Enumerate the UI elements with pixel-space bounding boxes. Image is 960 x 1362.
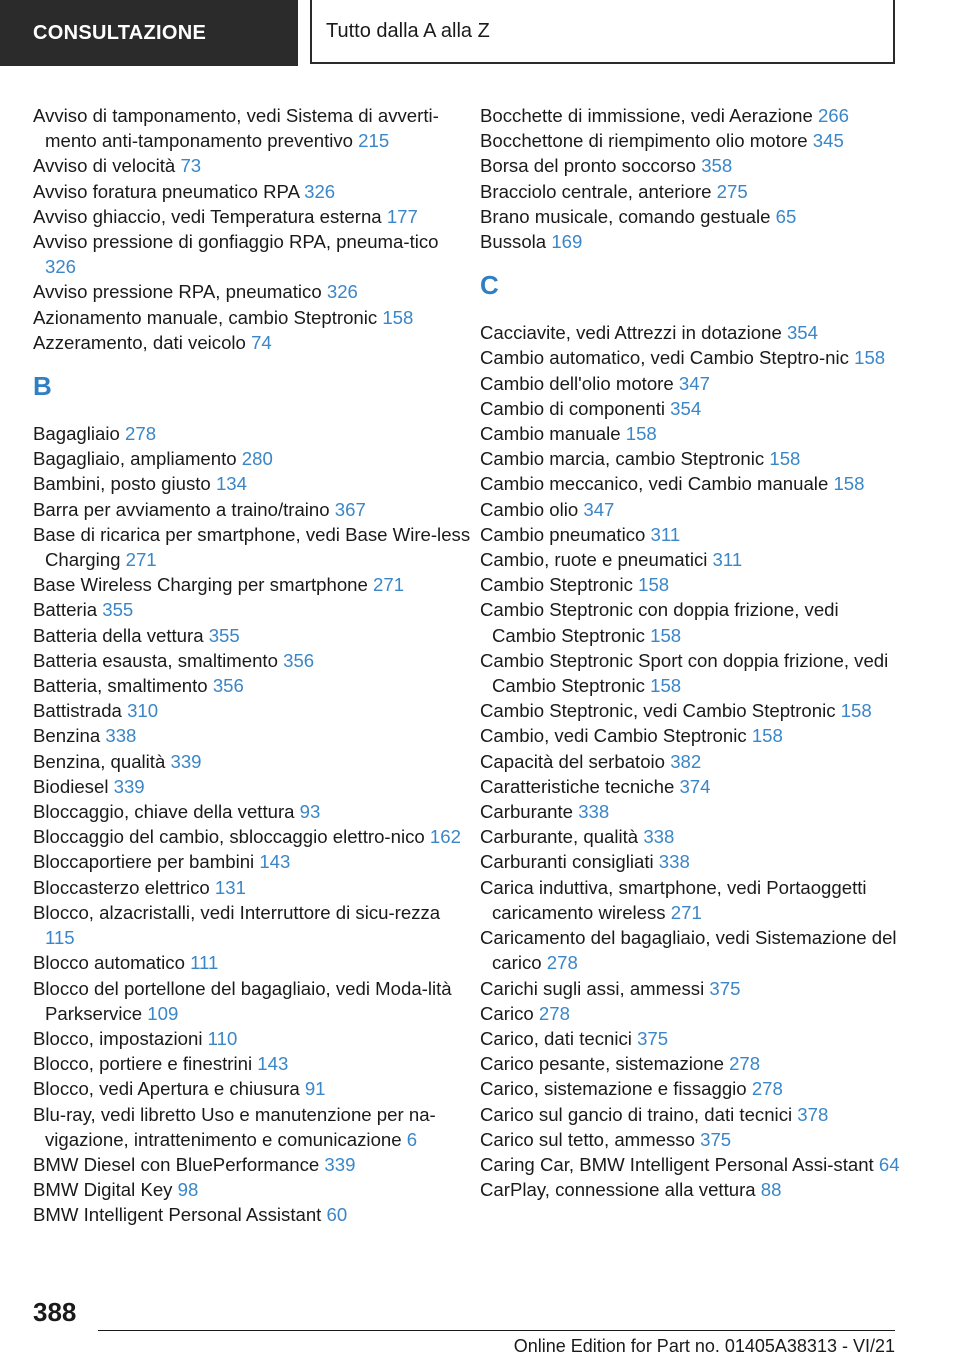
index-entry [480,446,900,471]
index-page-link[interactable]: 375 [700,1128,732,1150]
index-entry-text: Cambio di componenti [480,397,671,419]
index-page-link[interactable]: 338 [643,826,675,848]
index-entry [33,103,473,153]
index-entry-text: Cambio marcia, cambio Steptronic [480,448,770,470]
index-entry-text: Carico, dati tecnici [480,1027,638,1049]
index-entry-text: Cambio dell'olio motore [480,372,679,394]
index-entry [33,749,473,774]
index-entry [33,1076,473,1101]
index-entry [480,1177,900,1202]
index-entry [33,875,473,900]
index-page-link[interactable]: 374 [679,775,711,797]
index-entry-text: Bloccaggio, chiave della vettura [33,801,300,823]
index-page-link[interactable]: 311 [650,523,681,545]
index-entry-text: Carburante [480,801,579,823]
index-entry-text: Bocchettone di riempimento olio motore [480,130,813,152]
index-page-link[interactable]: 326 [45,256,77,278]
index-page-link[interactable]: 65 [775,205,797,227]
index-entry-text: Caricamento del bagagliaio, vedi Sistemazione del carico [480,927,897,974]
index-entry-text: Carico sul tetto, ammesso [480,1128,701,1150]
index-entry-text: Caring Car, BMW Intelligent Personal Assi‐stant [480,1153,879,1175]
index-entry-text: Blocco, impostazioni [33,1027,208,1049]
index-entry [33,1051,473,1076]
index-page-link[interactable]: 345 [812,130,844,152]
index-entry [33,900,473,950]
index-entry [33,1152,473,1177]
index-entry [33,648,473,673]
index-entry-text: Borsa del pronto soccorso [480,155,702,177]
index-entry [480,824,900,849]
index-entry-text: Biodiesel [33,775,114,797]
index-entry [480,421,900,446]
index-page-link[interactable]: 158 [638,574,670,596]
index-page-link[interactable]: 134 [215,473,247,495]
index-entry [480,1152,900,1177]
index-page-link[interactable]: 356 [283,649,315,671]
index-entry [480,698,900,723]
index-entry-text: Avviso di velocità [33,155,181,177]
index-letter-heading: C [480,270,499,301]
index-entry-text: Carburanti consigliati [480,851,659,873]
index-entry [480,976,900,1001]
index-page-link[interactable]: 158 [751,725,783,747]
index-page-link[interactable]: 109 [147,1002,179,1024]
index-entry-text: Caratteristiche tecniche [480,775,680,797]
index-page-link[interactable]: 162 [429,826,461,848]
index-page-link[interactable]: 98 [177,1179,199,1201]
index-entry [480,849,900,874]
index-entry [480,1001,900,1026]
index-page-link[interactable]: 215 [358,130,390,152]
index-entry-text: CarPlay, connessione alla vettura [480,1179,761,1201]
index-entry-text: Capacità del serbatoio [480,750,671,772]
index-entry [33,698,473,723]
index-entry-text: Cacciavite, vedi Attrezzi in dotazione [480,322,787,344]
index-page-link[interactable]: 115 [45,927,75,949]
index-entry [33,799,473,824]
index-entry [33,1202,473,1227]
index-page-link[interactable]: 339 [324,1153,356,1175]
index-entry-text: Azzeramento, dati veicolo [33,331,252,353]
index-page-link[interactable]: 271 [125,549,157,571]
index-entry-text: Avviso ghiaccio, vedi Temperatura esterna [33,205,387,227]
index-page-link[interactable]: 280 [241,448,273,470]
index-entry [480,1076,900,1101]
index-page-link[interactable]: 367 [334,498,366,520]
index-entry-text: Cambio Steptronic con doppia frizione, vedi Cambio Steptronic [480,599,839,646]
index-entry-text: Batteria, smaltimento [33,675,213,697]
index-entry [33,421,473,446]
index-entry-text: Bocchette di immissione, vedi Aerazione [480,105,818,126]
index-page-link[interactable]: 74 [251,331,272,353]
index-entry-text: BMW Diesel con BluePerformance [33,1153,325,1175]
index-page-link[interactable]: 158 [854,347,886,369]
index-page-link[interactable]: 355 [208,624,240,646]
index-entry-text: Cambio automatico, vedi Cambio Steptro‐nic [480,347,855,369]
index-entry-text: Bambini, posto giusto [33,473,216,495]
index-page-link[interactable]: 354 [786,322,818,344]
index-entry-text: Cambio Steptronic [480,574,639,596]
index-entry [480,471,900,496]
index-entry-text: Blu-ray, vedi libretto Uso e manutenzione per na‐vigazione, intrattenimento e comunicazione [33,1103,436,1150]
index-entry-text: Cambio Steptronic, vedi Cambio Steptronic [480,700,841,722]
index-entry [33,305,473,330]
index-page-link[interactable]: 91 [304,1078,326,1100]
index-entry [480,371,900,396]
index-entry-text: Benzina, qualità [33,750,171,772]
index-page-link[interactable]: 278 [751,1078,783,1100]
index-entry-text: Blocco, portiere e finestrini [33,1053,258,1075]
index-page-link[interactable]: 271 [373,574,405,596]
index-page-link[interactable]: 158 [650,675,682,697]
index-entry-text: Bloccaportiere per bambini [33,851,260,873]
index-entry [480,774,900,799]
index-entry [480,1026,900,1051]
index-entry-text: Bracciolo centrale, anteriore [480,180,717,202]
index-page-link[interactable]: 266 [817,105,849,126]
index-entry-text: BMW Intelligent Personal Assistant [33,1204,327,1226]
index-entry-text: Carica induttiva, smartphone, vedi Portaoggetti caricamento wireless [480,876,867,923]
index-entry [33,229,473,279]
index-entry-text: Carico pesante, sistemazione [480,1053,730,1075]
index-entry-text: Base Wireless Charging per smartphone [33,574,374,596]
index-page-link[interactable]: 278 [546,952,578,974]
index-entry [33,330,473,355]
index-page-link[interactable]: 338 [658,851,690,873]
index-entry [480,522,900,547]
index-page-link[interactable]: 158 [840,700,872,722]
index-entry [480,103,900,128]
index-entry-text: Carico [480,1002,539,1024]
index-entry [33,623,473,648]
index-page-link[interactable]: 354 [670,397,702,419]
index-entry [480,1102,900,1127]
index-entry [33,204,473,229]
index-entry-text: Base di ricarica per smartphone, vedi Base Wire‐less Charging [33,523,471,571]
index-entry [480,799,900,824]
index-page-link[interactable]: 339 [170,750,202,772]
index-entry [33,179,473,204]
index-entry-text: Carburante, qualità [480,826,644,848]
index-entry [33,522,473,572]
index-entry-text: Cambio manuale [480,423,626,445]
index-entry [480,1127,900,1152]
index-entry [480,396,900,421]
index-entry-text: Battistrada [33,700,128,722]
index-entry-text: Blocco, vedi Apertura e chiusura [33,1078,305,1100]
index-page-link[interactable]: 355 [102,599,134,621]
index-page-link[interactable]: 375 [637,1027,669,1049]
index-page-link[interactable]: 338 [578,801,610,823]
index-letter-heading: B [33,371,52,402]
index-entry [33,950,473,975]
index-page-link[interactable]: 60 [326,1204,348,1226]
index-entry [480,179,900,204]
index-page-link[interactable]: 347 [678,372,710,394]
index-page-link[interactable]: 358 [701,155,733,177]
index-entry [33,723,473,748]
index-entry [33,572,473,597]
index-page-link[interactable]: 278 [538,1002,570,1024]
index-entry [33,774,473,799]
index-entry-text: Cambio, ruote e pneumatici [480,549,713,571]
index-page-link[interactable]: 326 [326,281,358,303]
index-page-link[interactable]: 143 [257,1053,289,1075]
index-entry [480,925,900,975]
index-page-link[interactable]: 143 [259,851,291,873]
index-page-link[interactable]: 158 [625,423,657,445]
index-entry [33,673,473,698]
index-page-link[interactable]: 158 [650,624,682,646]
index-page-link[interactable]: 278 [729,1053,761,1075]
index-entry-text: Batteria della vettura [33,624,209,646]
index-entry-text: Carico, sistemazione e fissaggio [480,1078,752,1100]
index-entry-text: Bloccaggio del cambio, sbloccaggio elettro‐nico [33,826,430,848]
index-page-link[interactable]: 93 [299,801,321,823]
index-page-link[interactable]: 131 [214,876,246,898]
index-entry-text: Benzina [33,725,106,747]
index-entry-text: Cambio, vedi Cambio Steptronic [480,725,752,747]
page-number: 388 [33,1297,77,1327]
index-page-link[interactable]: 110 [207,1027,238,1049]
index-entry [480,204,900,229]
footer-divider [98,1330,895,1331]
index-page-link[interactable]: 271 [670,901,702,923]
index-entry-text: Avviso foratura pneumatico RPA [33,180,305,202]
index-page-link[interactable]: 378 [797,1103,829,1125]
index-entry-text: Cambio olio [480,498,584,520]
chapter-title: Tutto dalla A alla Z [310,0,895,64]
index-entry [33,849,473,874]
index-entry-text: Barra per avviamento a traino/traino [33,498,335,520]
index-page-link[interactable]: 382 [670,750,702,772]
index-entry-text: Azionamento manuale, cambio Steptronic [33,306,383,328]
section-tab: CONSULTAZIONE [0,0,298,66]
index-page-link[interactable]: 375 [709,977,741,999]
index-entry-text: Brano musicale, comando gestuale [480,205,776,227]
footer-edition: Online Edition for Part no. 01405A38313 - VI/21 [513,1336,895,1356]
index-entry [480,648,900,698]
index-entry [33,1102,473,1152]
index-page-link[interactable]: 356 [212,675,244,697]
index-entry-text: Avviso di tamponamento, vedi Sistema di avverti‐mento anti‐tamponamento preventivo [33,105,439,152]
page-header [0,0,960,66]
index-entry [480,547,900,572]
index-entry [480,345,900,370]
index-page-link[interactable]: 73 [180,155,202,177]
index-entry [480,749,900,774]
index-entry [480,723,900,748]
index-page-link[interactable]: 278 [125,423,157,445]
index-entry [480,153,900,178]
index-entry-text: Carico sul gancio di traino, dati tecnici [480,1103,798,1125]
index-page-link[interactable]: 347 [583,498,615,520]
index-page-link[interactable]: 177 [386,205,418,227]
index-entry [480,597,900,647]
index-entry-text: Avviso pressione RPA, pneumatico [33,281,327,303]
index-entry-text: Avviso pressione di gonfiaggio RPA, pneuma‐tico [33,231,439,253]
index-entry-text: Cambio Steptronic Sport con doppia frizione, vedi Cambio Steptronic [480,649,889,697]
index-entry [480,320,900,345]
index-entry [33,497,473,522]
index-page-link[interactable]: 338 [105,725,137,747]
index-entry-text: Batteria esausta, smaltimento [33,649,284,671]
index-entry-text: Blocco automatico [33,952,191,974]
index-entry-text: Carichi sugli assi, ammessi [480,977,710,999]
index-entry [33,471,473,496]
index-entry [33,976,473,1026]
index-entry-text: Cambio meccanico, vedi Cambio manuale [480,473,834,495]
index-column-right [480,103,900,1202]
index-entry-text: Batteria [33,599,103,621]
index-page-link[interactable]: 64 [878,1153,900,1175]
index-column-left [33,103,473,1228]
index-entry [33,446,473,471]
index-entry-text: Bloccasterzo elettrico [33,876,215,898]
index-page-link[interactable]: 275 [716,180,748,202]
index-entry [480,1051,900,1076]
index-entry-text: Cambio pneumatico [480,523,651,545]
index-entry [480,497,900,522]
index-entry [33,1026,473,1051]
index-entry [33,153,473,178]
index-entry-text: Blocco, alzacristalli, vedi Interruttore di sicu‐rezza [33,901,441,923]
index-page-link[interactable]: 311 [712,549,743,571]
index-entry [480,229,900,254]
index-entry [480,572,900,597]
index-entry [33,597,473,622]
index-page-link[interactable]: 111 [190,952,219,974]
index-entry [33,824,473,849]
index-entry [480,128,900,153]
index-page-link[interactable]: 169 [551,231,583,253]
index-page-link[interactable]: 339 [113,775,145,797]
index-entry [33,1177,473,1202]
index-entry-text: Bagagliaio, ampliamento [33,448,242,470]
index-entry-text: BMW Digital Key [33,1179,178,1201]
index-page-link[interactable]: 88 [760,1179,782,1201]
index-page-link[interactable]: 158 [769,448,801,470]
index-page-link[interactable]: 310 [127,700,159,722]
index-page-link[interactable]: 158 [382,306,414,328]
index-page-link[interactable]: 326 [304,180,336,202]
index-page-link[interactable]: 6 [406,1128,418,1150]
index-entry-text: Bussola [480,231,552,253]
index-entry-text: Bagagliaio [33,423,126,445]
index-entry-text: Blocco del portellone del bagagliaio, vedi Moda‐lità Parkservice [33,977,452,1024]
index-entry [33,279,473,304]
index-page-link[interactable]: 158 [833,473,865,495]
index-entry [480,875,900,925]
